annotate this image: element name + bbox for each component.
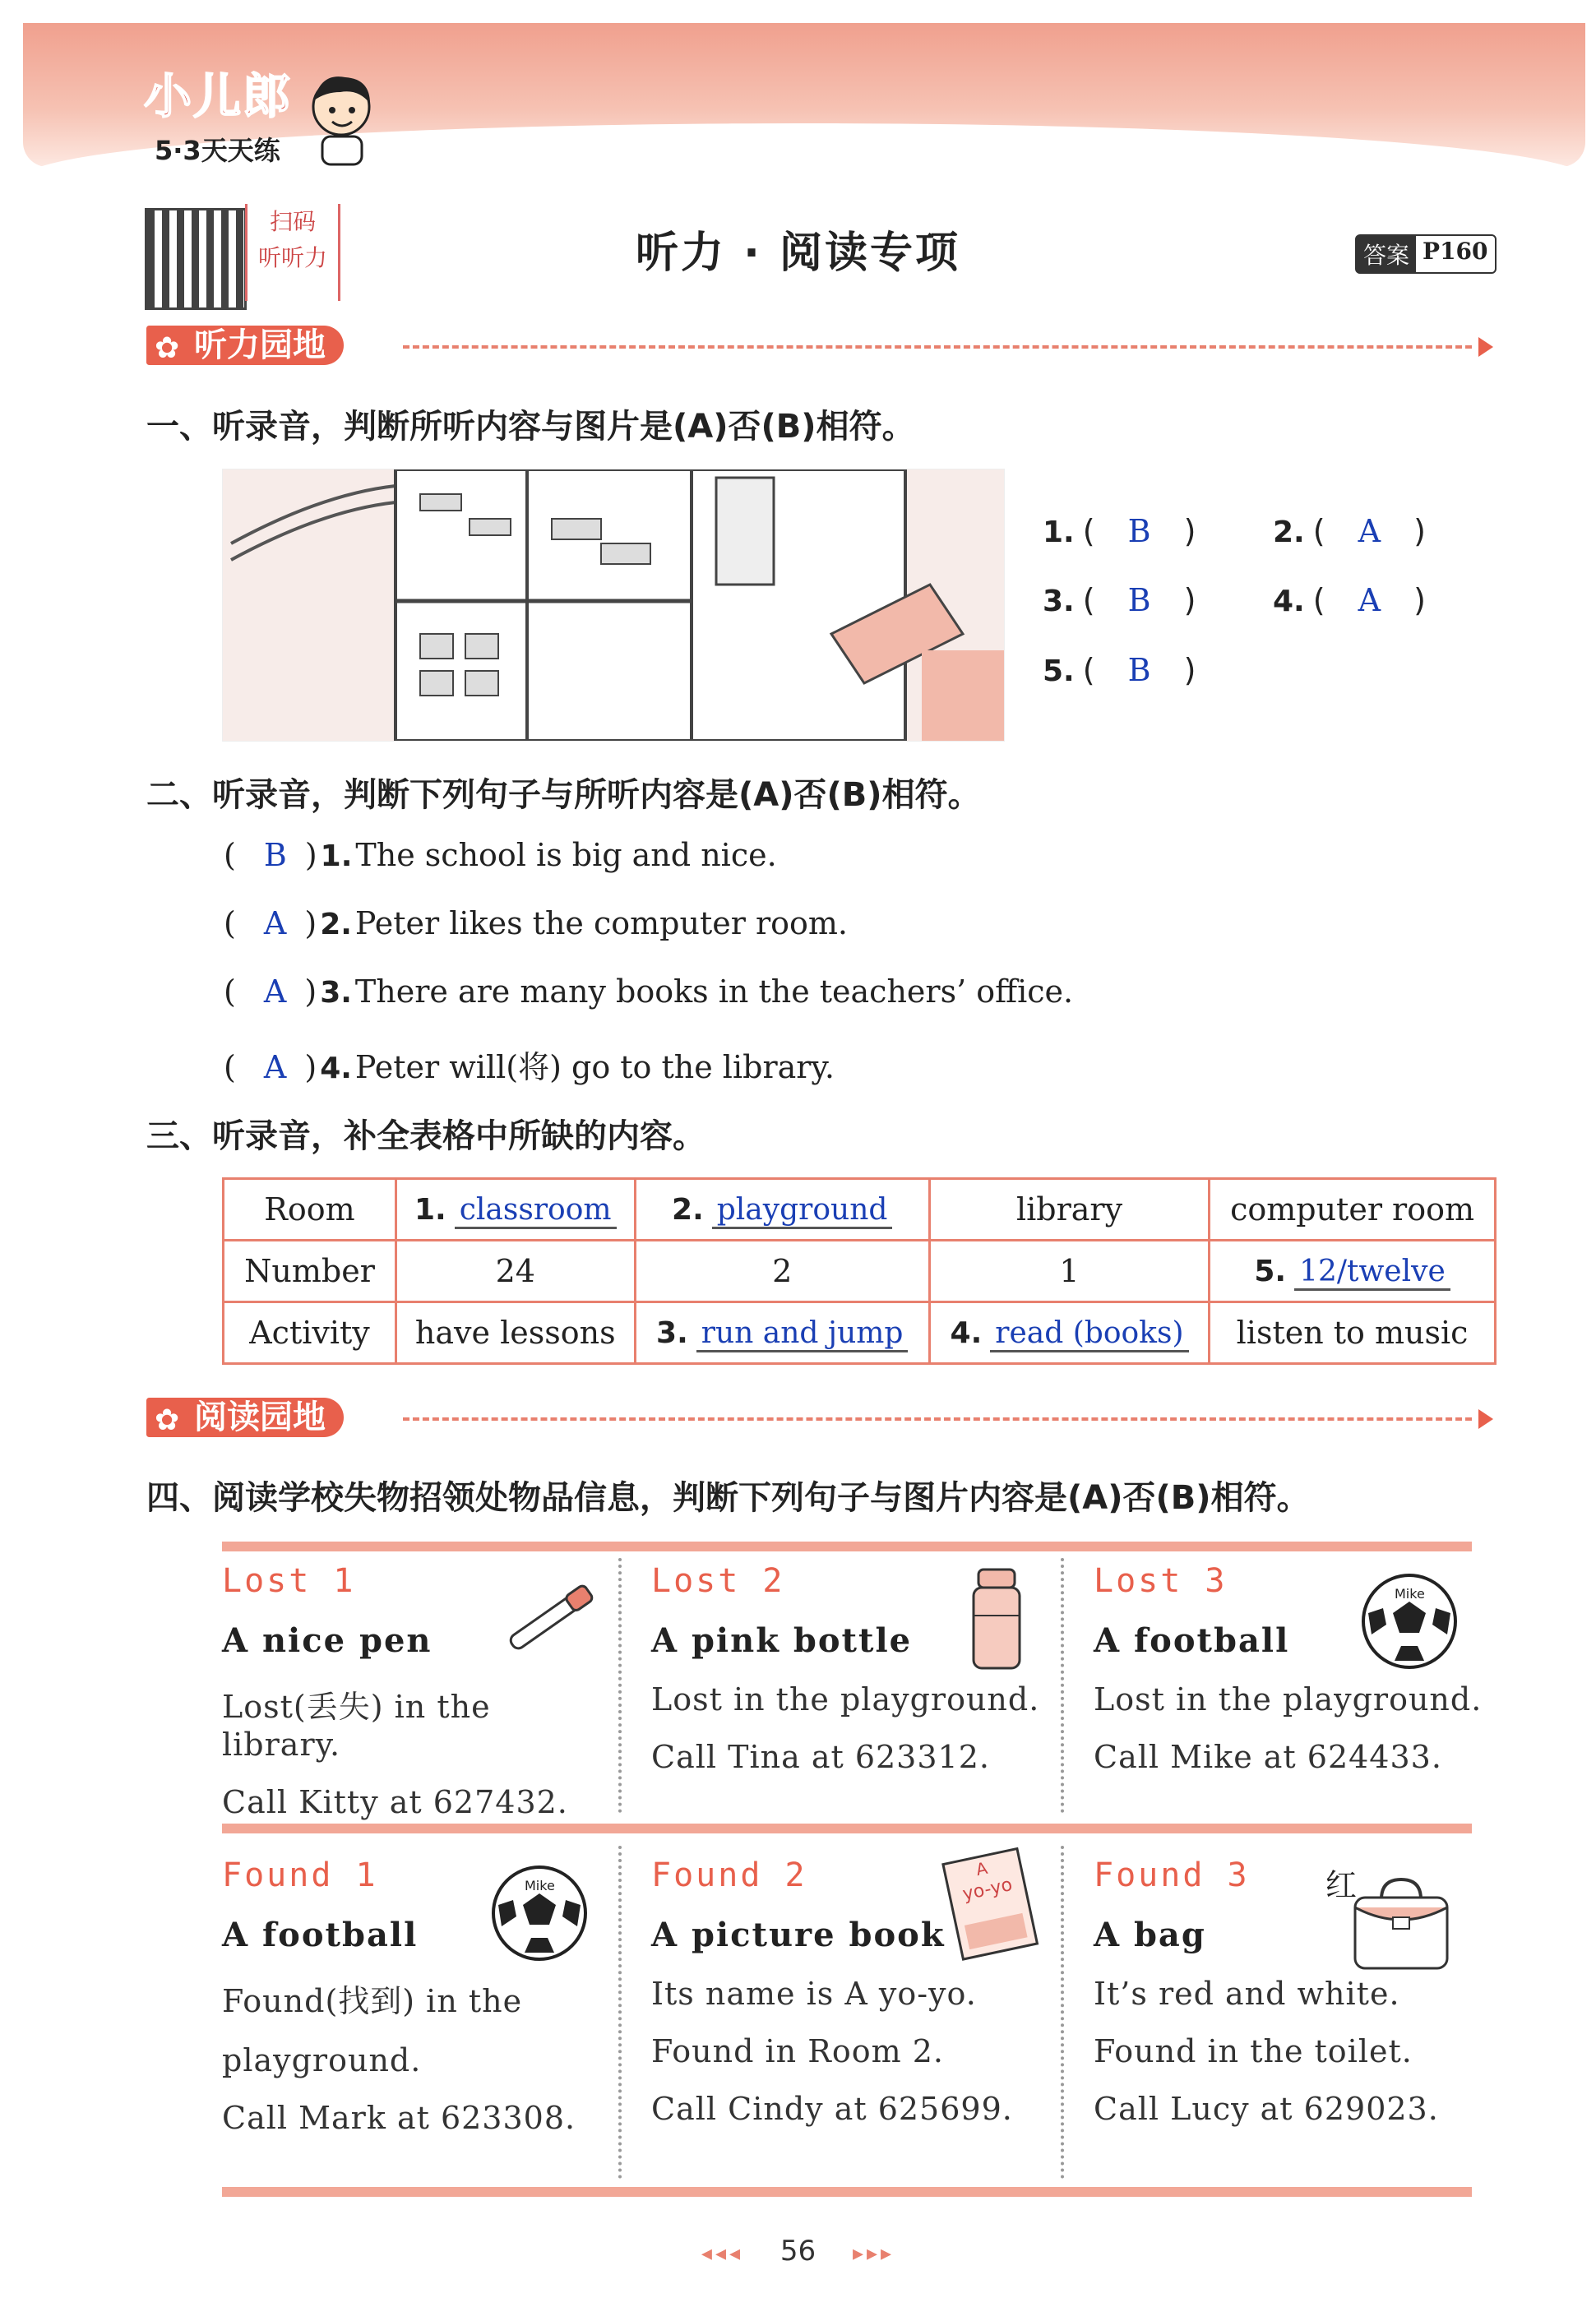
table-cell: library: [929, 1179, 1209, 1241]
prev-page-icon[interactable]: ◂◂◂: [701, 2241, 744, 2266]
card-line: Lost in the playground.: [651, 1681, 1040, 1718]
listening-tag-label: 听力园地: [194, 326, 326, 364]
card-line: Found in the toilet.: [1094, 2033, 1413, 2069]
column-divider: [618, 1846, 622, 2179]
card-heading: Found 3: [1094, 1856, 1250, 1894]
q2-item-2: ( A ) 2. Peter likes the computer room.: [224, 905, 849, 941]
board-bottom-bar: [222, 2187, 1472, 2197]
brand-logo: 小儿郎: [144, 68, 293, 124]
q4-heading: 四、阅读学校失物招领处物品信息，判断下列句子与图片内容是(A)否(B)相符。: [146, 1479, 1310, 1517]
answer-fill[interactable]: playground: [712, 1193, 893, 1229]
table-cell: 1. classroom: [396, 1179, 636, 1241]
table-cell: have lessons: [396, 1302, 636, 1364]
column-divider: [618, 1558, 622, 1813]
card-line: Call Lucy at 629023.: [1094, 2091, 1439, 2127]
answer-fill[interactable]: 12/twelve: [1294, 1255, 1450, 1291]
table-cell: 1: [929, 1241, 1209, 1302]
svg-text:A: A: [974, 1857, 990, 1880]
table-cell: 24: [396, 1241, 636, 1302]
table-cell: 3. run and jump: [635, 1302, 929, 1364]
reading-tag-label: 阅读园地: [194, 1399, 326, 1436]
card-heading: Found 2: [651, 1856, 807, 1894]
q2-item-4: ( A ) 4. Peter will(将) go to the library.: [224, 1049, 835, 1085]
q2-item-3: ( A ) 3. There are many books in the teachers’ office.: [224, 973, 1074, 1010]
page-footer: [0, 2235, 1596, 2268]
answer-label: 答案: [1357, 236, 1416, 272]
column-divider: [1061, 1558, 1064, 1813]
mascot-icon: [304, 67, 378, 166]
sparkle-icon: ✿: [155, 1403, 180, 1437]
card-line: Call Cindy at 625699.: [651, 2091, 1013, 2127]
table-row: [224, 1241, 1496, 1302]
q1-answer-4: 4. ( A ): [1273, 582, 1426, 618]
qr-note-line1: 扫码: [269, 208, 316, 235]
card-title: A bag: [1094, 1916, 1206, 1954]
q1-heading: 一、听录音，判断所听内容与图片是(A)否(B)相符。: [146, 408, 915, 446]
svg-text:Mike: Mike: [1395, 1586, 1425, 1602]
card-line: Found(找到) in the: [222, 1983, 523, 2019]
q1-answer-5: 5. ( B ): [1043, 652, 1196, 688]
card-title: A football: [222, 1916, 419, 1954]
card-line: Found in Room 2.: [651, 2033, 944, 2069]
column-divider: [1061, 1846, 1064, 2179]
brand-subtitle: 5·3天天练: [155, 135, 280, 166]
row-label-activity: Activity: [224, 1302, 396, 1364]
card-title: A football: [1094, 1621, 1290, 1660]
svg-text:Mike: Mike: [525, 1878, 555, 1893]
board-top-bar: [222, 1542, 1472, 1551]
card-line: Lost in the playground.: [1094, 1681, 1483, 1718]
card-heading: Lost 1: [222, 1562, 356, 1600]
bag-color-note: 红: [1325, 1867, 1358, 1903]
card-line: It’s red and white.: [1094, 1976, 1400, 2012]
q3-heading: 三、听录音，补全表格中所缺的内容。: [146, 1117, 705, 1155]
table-row: [224, 1302, 1496, 1364]
card-line: Call Tina at 623312.: [651, 1739, 990, 1775]
school-building-icon: [223, 469, 1004, 741]
card-line: Lost(丢失) in the library.: [222, 1689, 491, 1763]
answer-fill[interactable]: run and jump: [696, 1316, 909, 1352]
q1-answer-1: 1. ( B ): [1043, 513, 1196, 549]
table-cell: listen to music: [1210, 1302, 1496, 1364]
section-divider: [403, 1417, 1472, 1421]
card-title: A picture book: [651, 1916, 946, 1954]
arrow-right-icon: [1478, 1409, 1493, 1429]
board-middle-bar: [222, 1824, 1472, 1833]
card-heading: Found 1: [222, 1856, 378, 1894]
page-title: 听力 · 阅读专项: [636, 229, 960, 278]
card-line: playground.: [222, 2042, 422, 2078]
picture-book-icon: [936, 1846, 1043, 1961]
card-line: Call Mark at 623308.: [222, 2100, 576, 2136]
row-label-room: Room: [224, 1179, 396, 1241]
bag-icon: [1349, 1875, 1455, 1973]
card-heading: Lost 3: [1094, 1562, 1228, 1600]
activity-table: [222, 1177, 1497, 1365]
card-title: A pink bottle: [651, 1621, 913, 1660]
card-title: A nice pen: [222, 1621, 433, 1660]
school-illustration: [222, 469, 1005, 742]
sparkle-icon: ✿: [155, 331, 180, 365]
table-cell: 2. playground: [635, 1179, 929, 1241]
pen-icon: [500, 1572, 607, 1662]
card-line: Its name is A yo-yo.: [651, 1976, 977, 2012]
answer-badge: [1355, 234, 1497, 274]
next-page-icon[interactable]: ▸▸▸: [852, 2241, 895, 2266]
answer-page: P160: [1423, 238, 1488, 265]
table-row: [224, 1179, 1496, 1241]
q1-answer-2: 2. ( A ): [1273, 513, 1426, 549]
section-divider: [403, 345, 1472, 349]
svg-text:yo-yo: yo-yo: [960, 1874, 1015, 1906]
reading-section-tag: [146, 1398, 344, 1437]
table-cell: 2: [635, 1241, 929, 1302]
arrow-right-icon: [1478, 337, 1493, 357]
answer-fill[interactable]: read (books): [990, 1316, 1188, 1352]
row-label-number: Number: [224, 1241, 396, 1302]
q2-heading: 二、听录音，判断下列句子与所听内容是(A)否(B)相符。: [146, 776, 981, 814]
table-cell: 5. 12/twelve: [1210, 1241, 1496, 1302]
qr-note-line2: 听听力: [257, 244, 327, 271]
page-number: 56: [779, 2235, 817, 2268]
listening-section-tag: [146, 326, 344, 365]
football-icon: [488, 1862, 591, 1965]
table-cell: computer room: [1210, 1179, 1496, 1241]
card-line: Call Mike at 624433.: [1094, 1739, 1442, 1775]
card-line: Call Kitty at 627432.: [222, 1784, 568, 1820]
answer-fill[interactable]: classroom: [455, 1193, 617, 1229]
card-heading: Lost 2: [651, 1562, 785, 1600]
football-icon: [1358, 1570, 1461, 1673]
q2-item-1: ( B ) 1. The school is big and nice.: [224, 837, 777, 873]
table-cell: 4. read (books): [929, 1302, 1209, 1364]
bottle-icon: [969, 1566, 1026, 1673]
q1-answer-3: 3. ( B ): [1043, 582, 1196, 618]
